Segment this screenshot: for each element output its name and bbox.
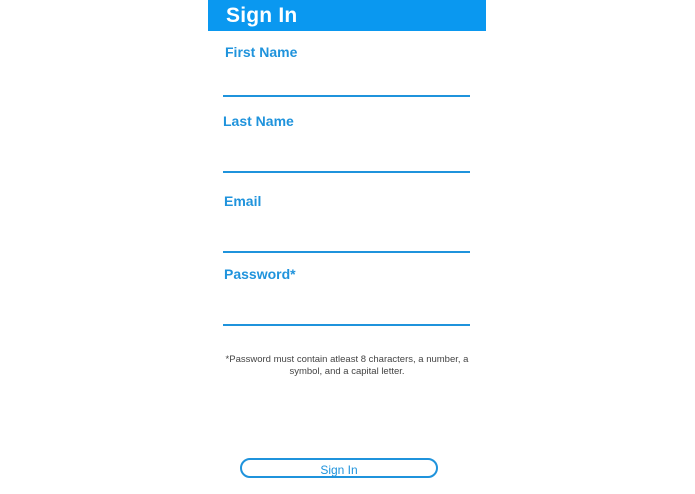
first-name-label: First Name — [225, 44, 298, 60]
header-bar — [208, 0, 486, 31]
first-name-field[interactable] — [223, 73, 470, 97]
page-title: Sign In — [226, 4, 298, 27]
email-label: Email — [224, 193, 262, 209]
sign-in-screen — [208, 0, 486, 494]
last-name-field[interactable] — [223, 149, 470, 173]
email-field[interactable] — [223, 229, 470, 253]
password-requirements-note: *Password must contain atleast 8 characters, a number, a symbol, and a capital letter. — [225, 354, 469, 377]
password-field[interactable] — [223, 302, 470, 326]
last-name-label: Last Name — [223, 113, 294, 129]
sign-in-button[interactable]: Sign In — [240, 458, 438, 478]
password-label: Password* — [224, 266, 296, 282]
